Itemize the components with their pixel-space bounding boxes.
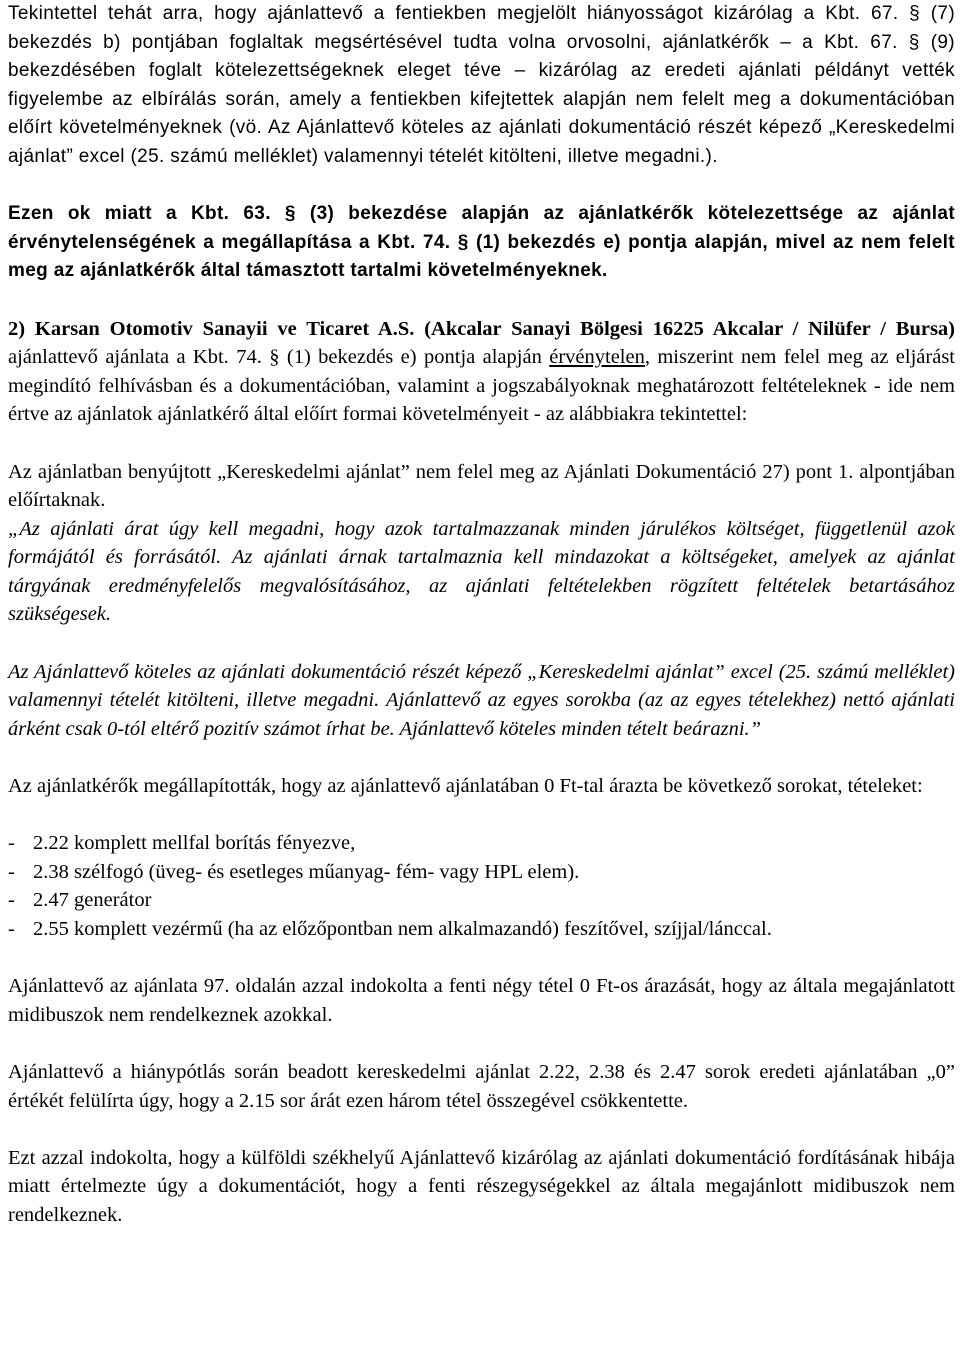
- list-item: [8, 886, 955, 915]
- invalid-term: érvénytelen: [549, 346, 645, 369]
- quote-fill-obligation: Az Ajánlattevő köteles az ajánlati dokumentáció részét képező „Kereskedelmi ajánlat” excel (25. számú melléklet) valamennyi tételét kitölteni, illetve megadni. Ajánlattevő az egyes sorokba (az az egyes tételekhez) nettó ajánlati árként csak 0-tól eltérő pozitív számot írhat be. Ajánlattevő köteles minden tételt beárazni.”: [8, 660, 955, 740]
- paragraph-sanction-context: Tekintettel tehát arra, hogy ajánlattevő a fentiekben megjelölt hiányosságot kizárólag a Kbt. 67. § (7) bekezdés b) pontjában foglaltak megsértésével tudta volna orvosolni, ajánlatkérők – a Kbt. 67. § (9) bekezdésében foglalt kötelezettségeknek eleget téve – kizárólag az eredeti ajánlati példányt vették figyelembe az elbírálás során, amely a fentiekben kifejtettek alapján nem felelt meg a dokumentációban előírt követelményeknek (vö. Az Ajánlattevő köteles az ajánlati dokumentáció részét képező „Kereskedelmi ajánlat” excel (25. számú melléklet) valamennyi tételét kitölteni, illetve megadni.).: [8, 3, 955, 167]
- paragraph-findings: Az ajánlatkérők megállapították, hogy az ajánlattevő ajánlatában 0 Ft-tal árazta be következő sorokat, tételeket:: [8, 775, 923, 798]
- paragraph-bidder-2: [8, 315, 955, 429]
- zero-priced-items-list: [8, 829, 955, 943]
- list-dash: -: [8, 918, 15, 940]
- document-page: [8, 0, 955, 1230]
- bidder-text-1: ajánlattevő ajánlata a Kbt. 74. § (1) bekezdés e) pontja alapján: [8, 346, 550, 369]
- list-dash: -: [8, 860, 15, 883]
- list-dash: -: [8, 889, 15, 912]
- paragraph-translation-reason: Ezt azzal indokolta, hogy a külföldi székhelyű Ajánlattevő kizárólag az ajánlati dokumentáció fordításának hibája miatt értelmezte úgy a dokumentációt, hogy a fenti részegységekkel az általa megajánlott midibuszok nem rendelkeznek.: [8, 1146, 955, 1226]
- list-item: [8, 915, 955, 944]
- bidder-name: 2) Karsan Otomotiv Sanayii ve Ticaret A.S. (Akcalar Sanayi Bölgesi 16225 Akcalar / Nilüfer / Bursa): [8, 317, 955, 340]
- quote-price-requirements: „Az ajánlati árat úgy kell megadni, hogy azok tartalmazzanak minden járulékos költséget, függetlenül azok formájától és forrásától. Az ajánlati árnak tartalmaznia kell mindazokat a költségeket, amelyek az ajánlat tárgyának eredményfelelős megvalósításához, az ajánlati feltételekben rögzített feltételek betartásához szükségesek.: [8, 517, 955, 626]
- bidder-text-2: , miszerint nem felel meg az eljárást megindító felhívásban és a dokumentációban, valamint a jogszabályoknak meghatározott feltételeknek - ide nem értve az ajánlatok ajánlatkérő által előírt formai követelményeit - az alábbiakra tekintettel:: [8, 346, 955, 426]
- list-item-text: 2.22 komplett mellfal borítás fényezve,: [33, 832, 356, 855]
- list-dash: -: [8, 832, 15, 855]
- paragraph-commercial-offer: Az ajánlatban benyújtott „Kereskedelmi ajánlat” nem felel meg az Ajánlati Dokumentáció 27) pont 1. alpontjában előírtaknak.: [8, 460, 955, 512]
- paragraph-justification: Ajánlattevő az ajánlata 97. oldalán azzal indokolta a fenti négy tétel 0 Ft-os árazását, hogy az általa megajánlatott midibuszok nem rendelkeznek azokkal.: [8, 975, 955, 1026]
- paragraph-conclusion: Ezen ok miatt a Kbt. 63. § (3) bekezdése alapján az ajánlatkérők kötelezettsége az ajánlat érvénytelenségének a megállapítása a Kbt. 74. § (1) bekezdés e) pontja alapján, mivel az nem felelt meg az ajánlatkérők által támasztott tartalmi követelményeknek.: [8, 203, 955, 282]
- list-item-text: 2.55 komplett vezérmű (ha az előzőpontban nem alkalmazandó) feszítővel, szíjjal/lánccal.: [33, 918, 772, 940]
- paragraph-deficiency-correction: Ajánlattevő a hiánypótlás során beadott kereskedelmi ajánlat 2.22, 2.38 és 2.47 sorok eredeti ajánlatában „0” értékét felülírta úgy, hogy a 2.15 sor árát ezen három tétel összegével csökkentette.: [8, 1060, 955, 1112]
- list-item-text: 2.38 szélfogó (üveg- és esetleges műanyag- fém- vagy HPL elem).: [33, 860, 580, 883]
- list-item: [8, 829, 955, 858]
- list-item-text: 2.47 generátor: [33, 889, 152, 912]
- list-item: [8, 858, 955, 887]
